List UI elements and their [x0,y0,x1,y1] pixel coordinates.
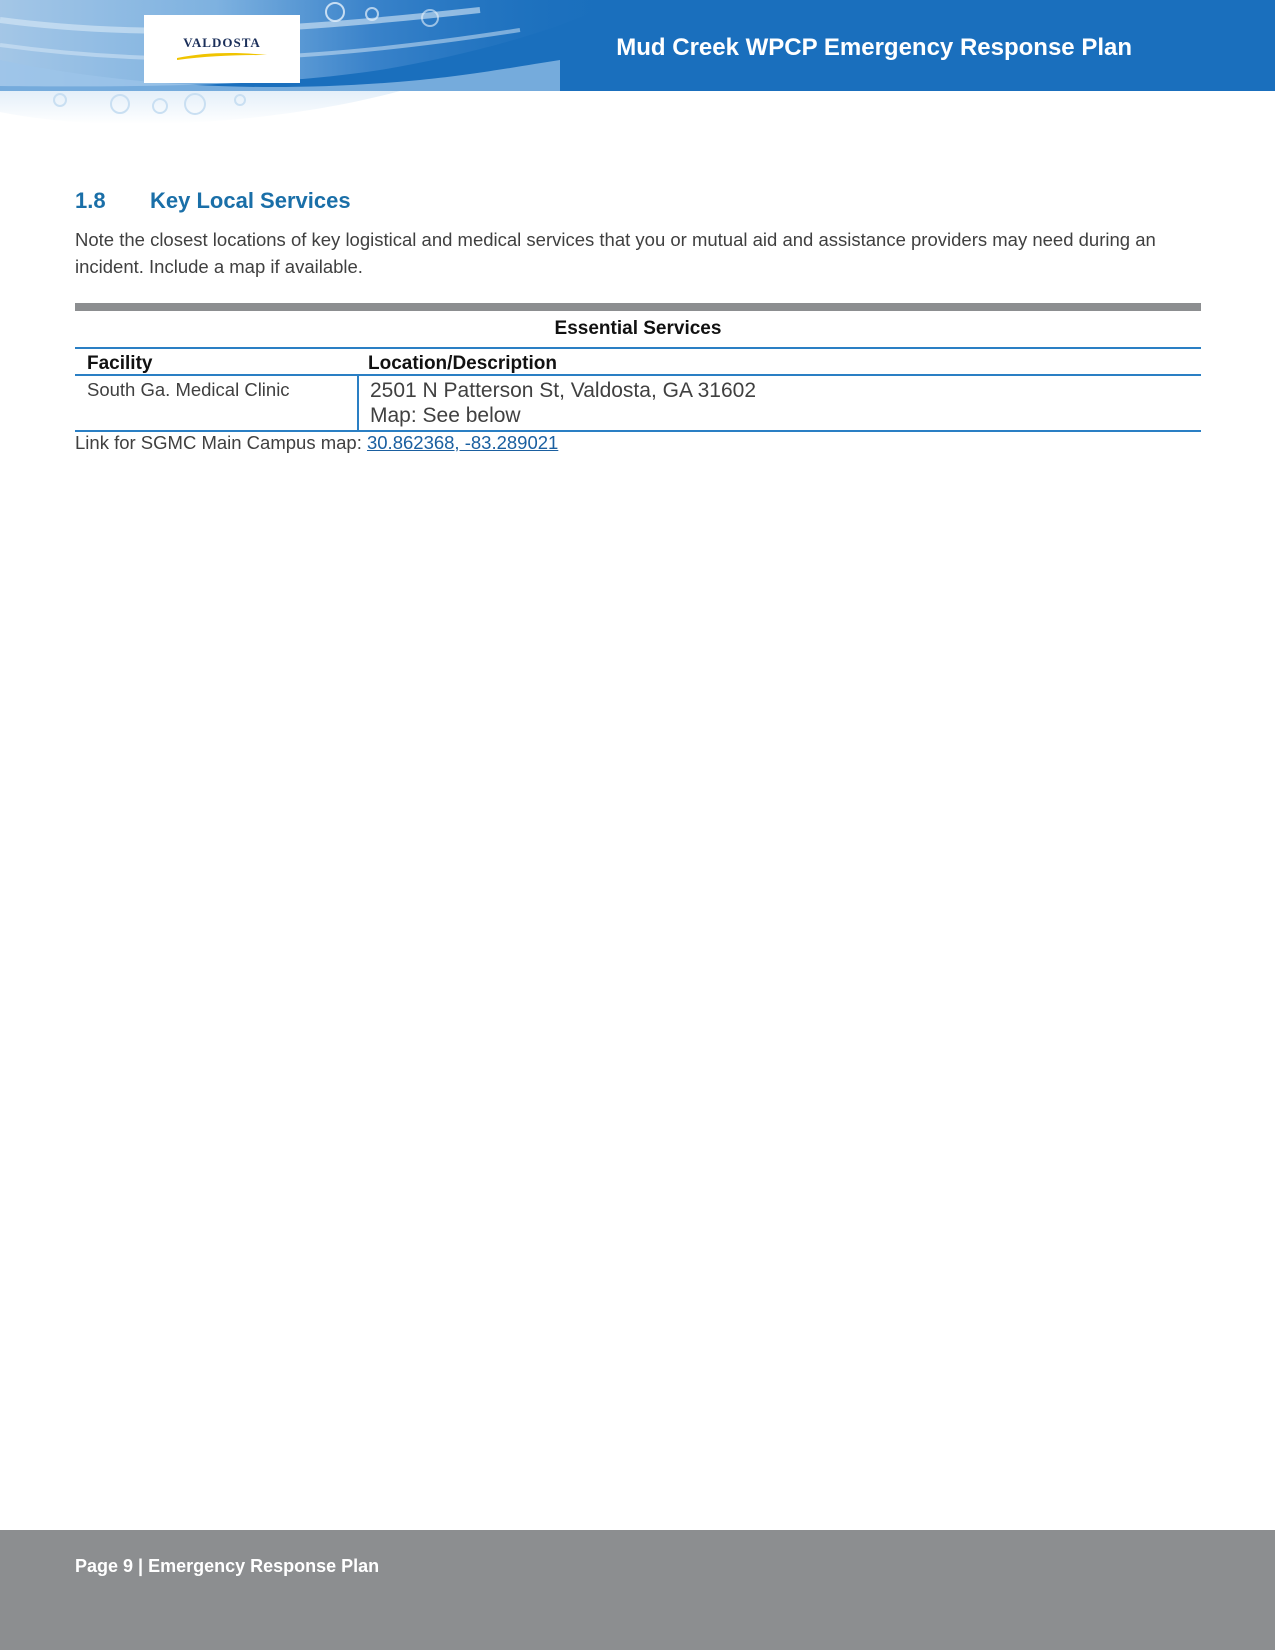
section-number: 1.8 [75,188,106,213]
column-header-facility: Facility [87,353,153,374]
table-caption: Essential Services [75,311,1201,349]
page-footer [0,1530,1275,1650]
table-row [75,376,1201,432]
table-top-rule [75,303,1201,311]
table-header-row [75,349,1201,376]
location-address: 2501 N Patterson St, Valdosta, GA 31602 [370,379,757,402]
map-coordinates-link[interactable]: 30.862368, -83.289021 [366,432,559,453]
city-logo [144,15,300,83]
document-title: Mud Creek WPCP Emergency Response Plan [616,34,1132,61]
footer-page-label: Page 9 | Emergency Response Plan [75,1556,380,1576]
map-link-line [75,432,558,454]
section-heading [75,188,351,214]
facility-cell: South Ga. Medical Clinic [87,379,290,400]
logo-swoosh [177,52,267,60]
map-link-prefix: Link for SGMC Main Campus map: [75,432,367,453]
section-title: Key Local Services [150,188,351,213]
location-cell [357,376,1201,430]
section-intro: Note the closest locations of key logistical and medical services that you or mutual aid and assistance providers may need during an incident. Include a map if available. [75,229,1156,277]
page-header [0,0,1275,130]
location-map-note: Map: See below [370,404,521,427]
essential-services-table [75,303,1201,432]
column-header-location: Location/Description [368,353,557,374]
logo-wordmark: VALDOSTA [183,34,261,50]
